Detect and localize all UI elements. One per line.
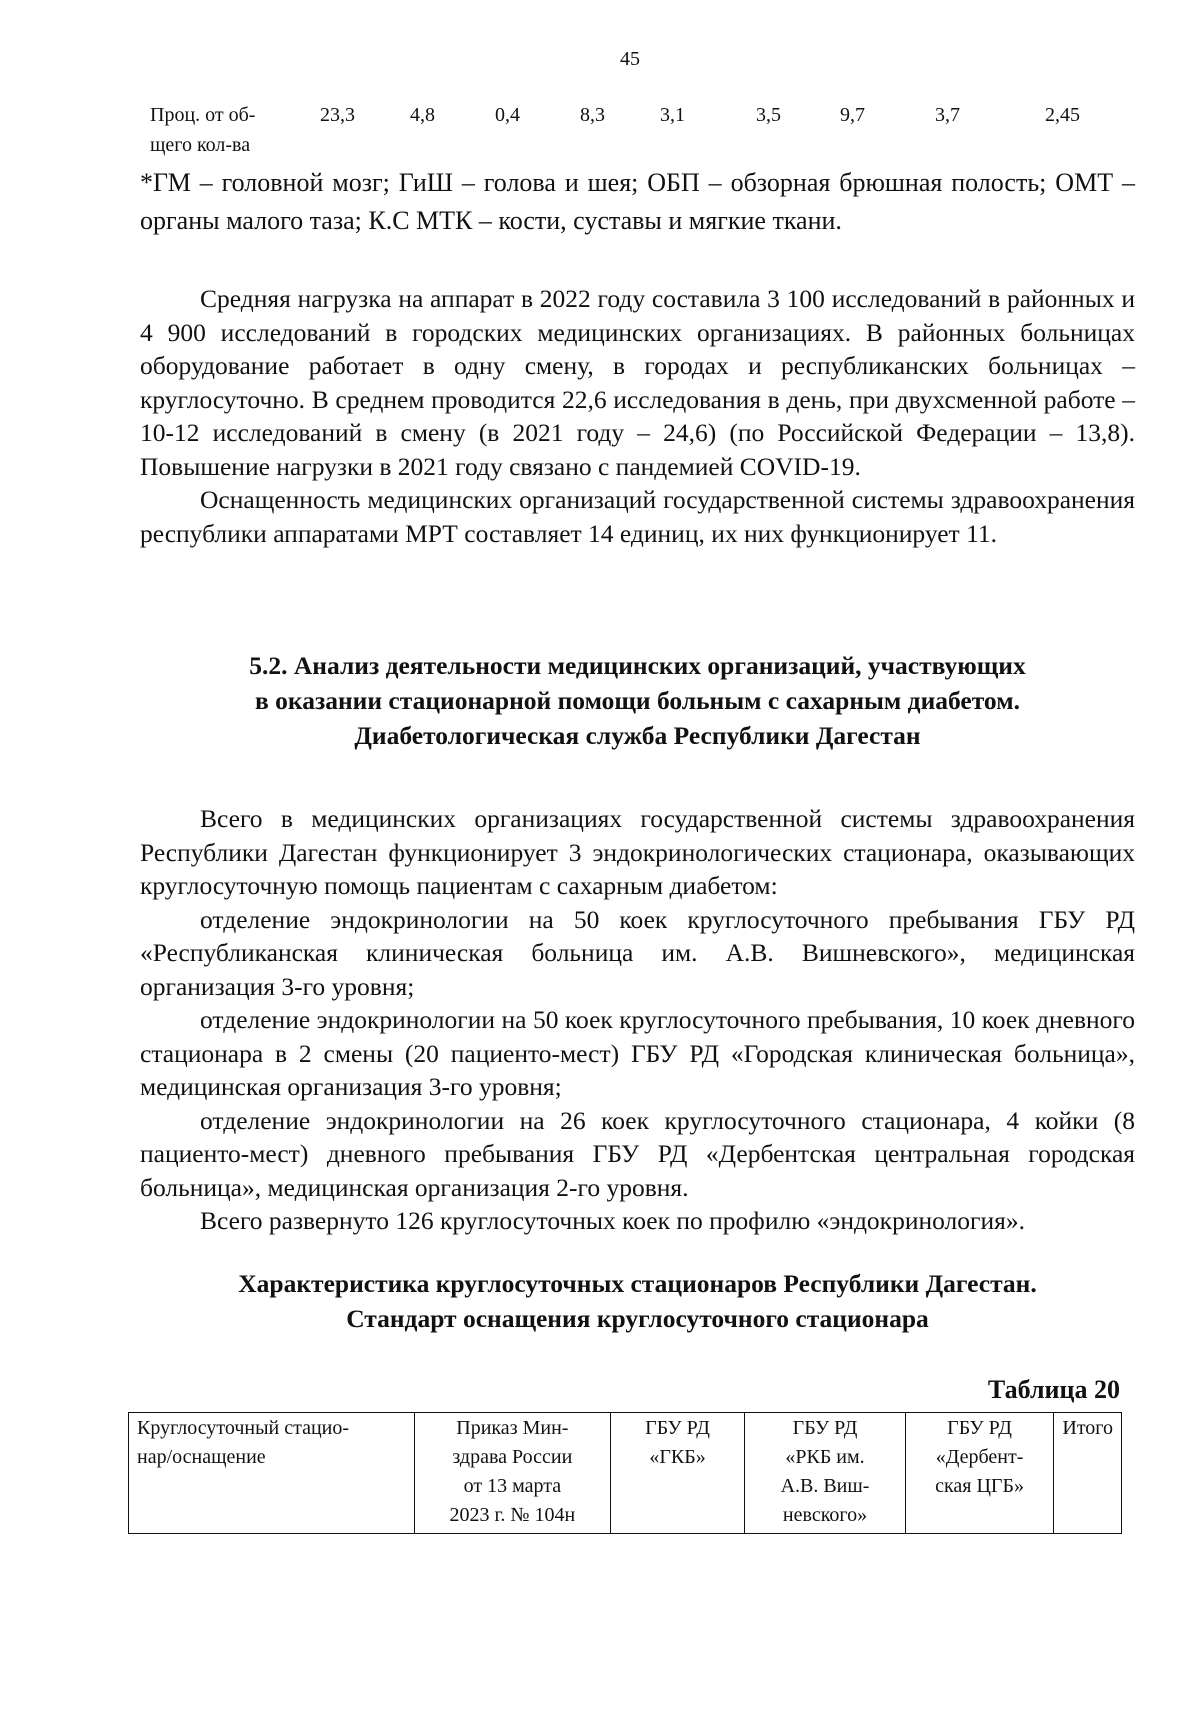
paragraph: отделение эндокринологии на 50 коек круглосуточного пребывания, 10 коек дневного стационара в 2 смены (20 пациенто-мест) ГБУ РД «Городская клиническая больница», медицинская организация 3-го уровня; [140, 1005, 1135, 1101]
abbreviation-legend: *ГМ – головной мозг; ГиШ – голова и шея; ОБП – обзорная брюшная полость; ОМТ – органы малого таза; К.С МТК – кости, суставы и мягкие ткани. [140, 168, 1135, 235]
equipment-table [128, 1412, 1122, 1534]
percent-value: 3,5 [756, 104, 781, 126]
paragraph: Всего в медицинских организациях государственной системы здравоохранения Республики Дагестан функционирует 3 эндокринологических стационара, оказывающих круглосуточную помощь пациентам с сахарным диабетом: [140, 804, 1135, 900]
percent-value: 2,45 [1045, 104, 1080, 126]
table-header-cell: Приказ Мин- здрава России от 13 марта 2023 г. № 104н [414, 1413, 610, 1534]
percent-row [150, 100, 1080, 160]
percent-value: 23,3 [320, 104, 355, 126]
paragraph: Всего развернуто 126 круглосуточных коек по профилю «эндокринология». [200, 1206, 1025, 1235]
paragraph: отделение эндокринологии на 26 коек круглосуточного стационара, 4 койки (8 пациенто-мест) дневного пребывания ГБУ РД «Дербентская центральная городская больница», медицинская организация 2-го уровня. [140, 1105, 1135, 1202]
percent-value: 8,3 [580, 104, 605, 126]
table-header-cell: Круглосуточный стацио- нар/оснащение [129, 1413, 415, 1534]
percent-value: 4,8 [410, 104, 435, 126]
table-caption: Таблица 20 [987, 1375, 1120, 1404]
percent-value: 0,4 [495, 104, 520, 126]
table-header-cell: ГБУ РД «РКБ им. А.В. Виш- невского» [745, 1413, 905, 1534]
section-text [140, 802, 1135, 1238]
paragraph: отделение эндокринологии на 50 коек круглосуточного пребывания ГБУ РД «Республиканская клиническая больница им. А.В. Вишневского», медицинская организация 3-го уровня; [140, 904, 1135, 1001]
section-heading: 5.2. Анализ деятельности медицинских организаций, участвующих в оказании стационарной помощи больным с сахарным диабетом. Диабетологическая служба Республики Дагестан [249, 651, 1026, 750]
page-number: 45 [620, 48, 640, 70]
paragraph: Оснащенность медицинских организаций государственной системы здравоохранения республики аппаратами МРТ составляет 14 единиц, их них функционирует 11. [140, 485, 1135, 548]
intro-text [140, 282, 1135, 550]
percent-row-label: Проц. от об- щего кол-ва [150, 104, 256, 156]
table-header-row [129, 1413, 1122, 1534]
table-header-cell: ГБУ РД «Дербент- ская ЦГБ» [905, 1413, 1054, 1534]
percent-value: 3,1 [660, 104, 685, 126]
paragraph: Средняя нагрузка на аппарат в 2022 году составила 3 100 исследований в районных и 4 900 исследований в городских медицинских организациях. В районных больницах оборудование работает в одну смену, в городах и республиканских больницах – круглосуточно. В среднем проводится 22,6 исследования в день, при двухсменной работе – 10-12 исследований в смену (в 2021 году – 24,6) (по Российской Федерации – 13,8). Повышение нагрузки в 2021 году связано с пандемией COVID-19. [140, 284, 1135, 481]
table-header-cell: ГБУ РД «ГКБ» [610, 1413, 744, 1534]
table-heading: Характеристика круглосуточных стационаров Республики Дагестан. Стандарт оснащения круглосуточного стационара [238, 1269, 1037, 1333]
percent-value: 9,7 [840, 104, 865, 126]
percent-value: 3,7 [935, 104, 960, 126]
table-header-cell: Итого [1054, 1413, 1122, 1534]
